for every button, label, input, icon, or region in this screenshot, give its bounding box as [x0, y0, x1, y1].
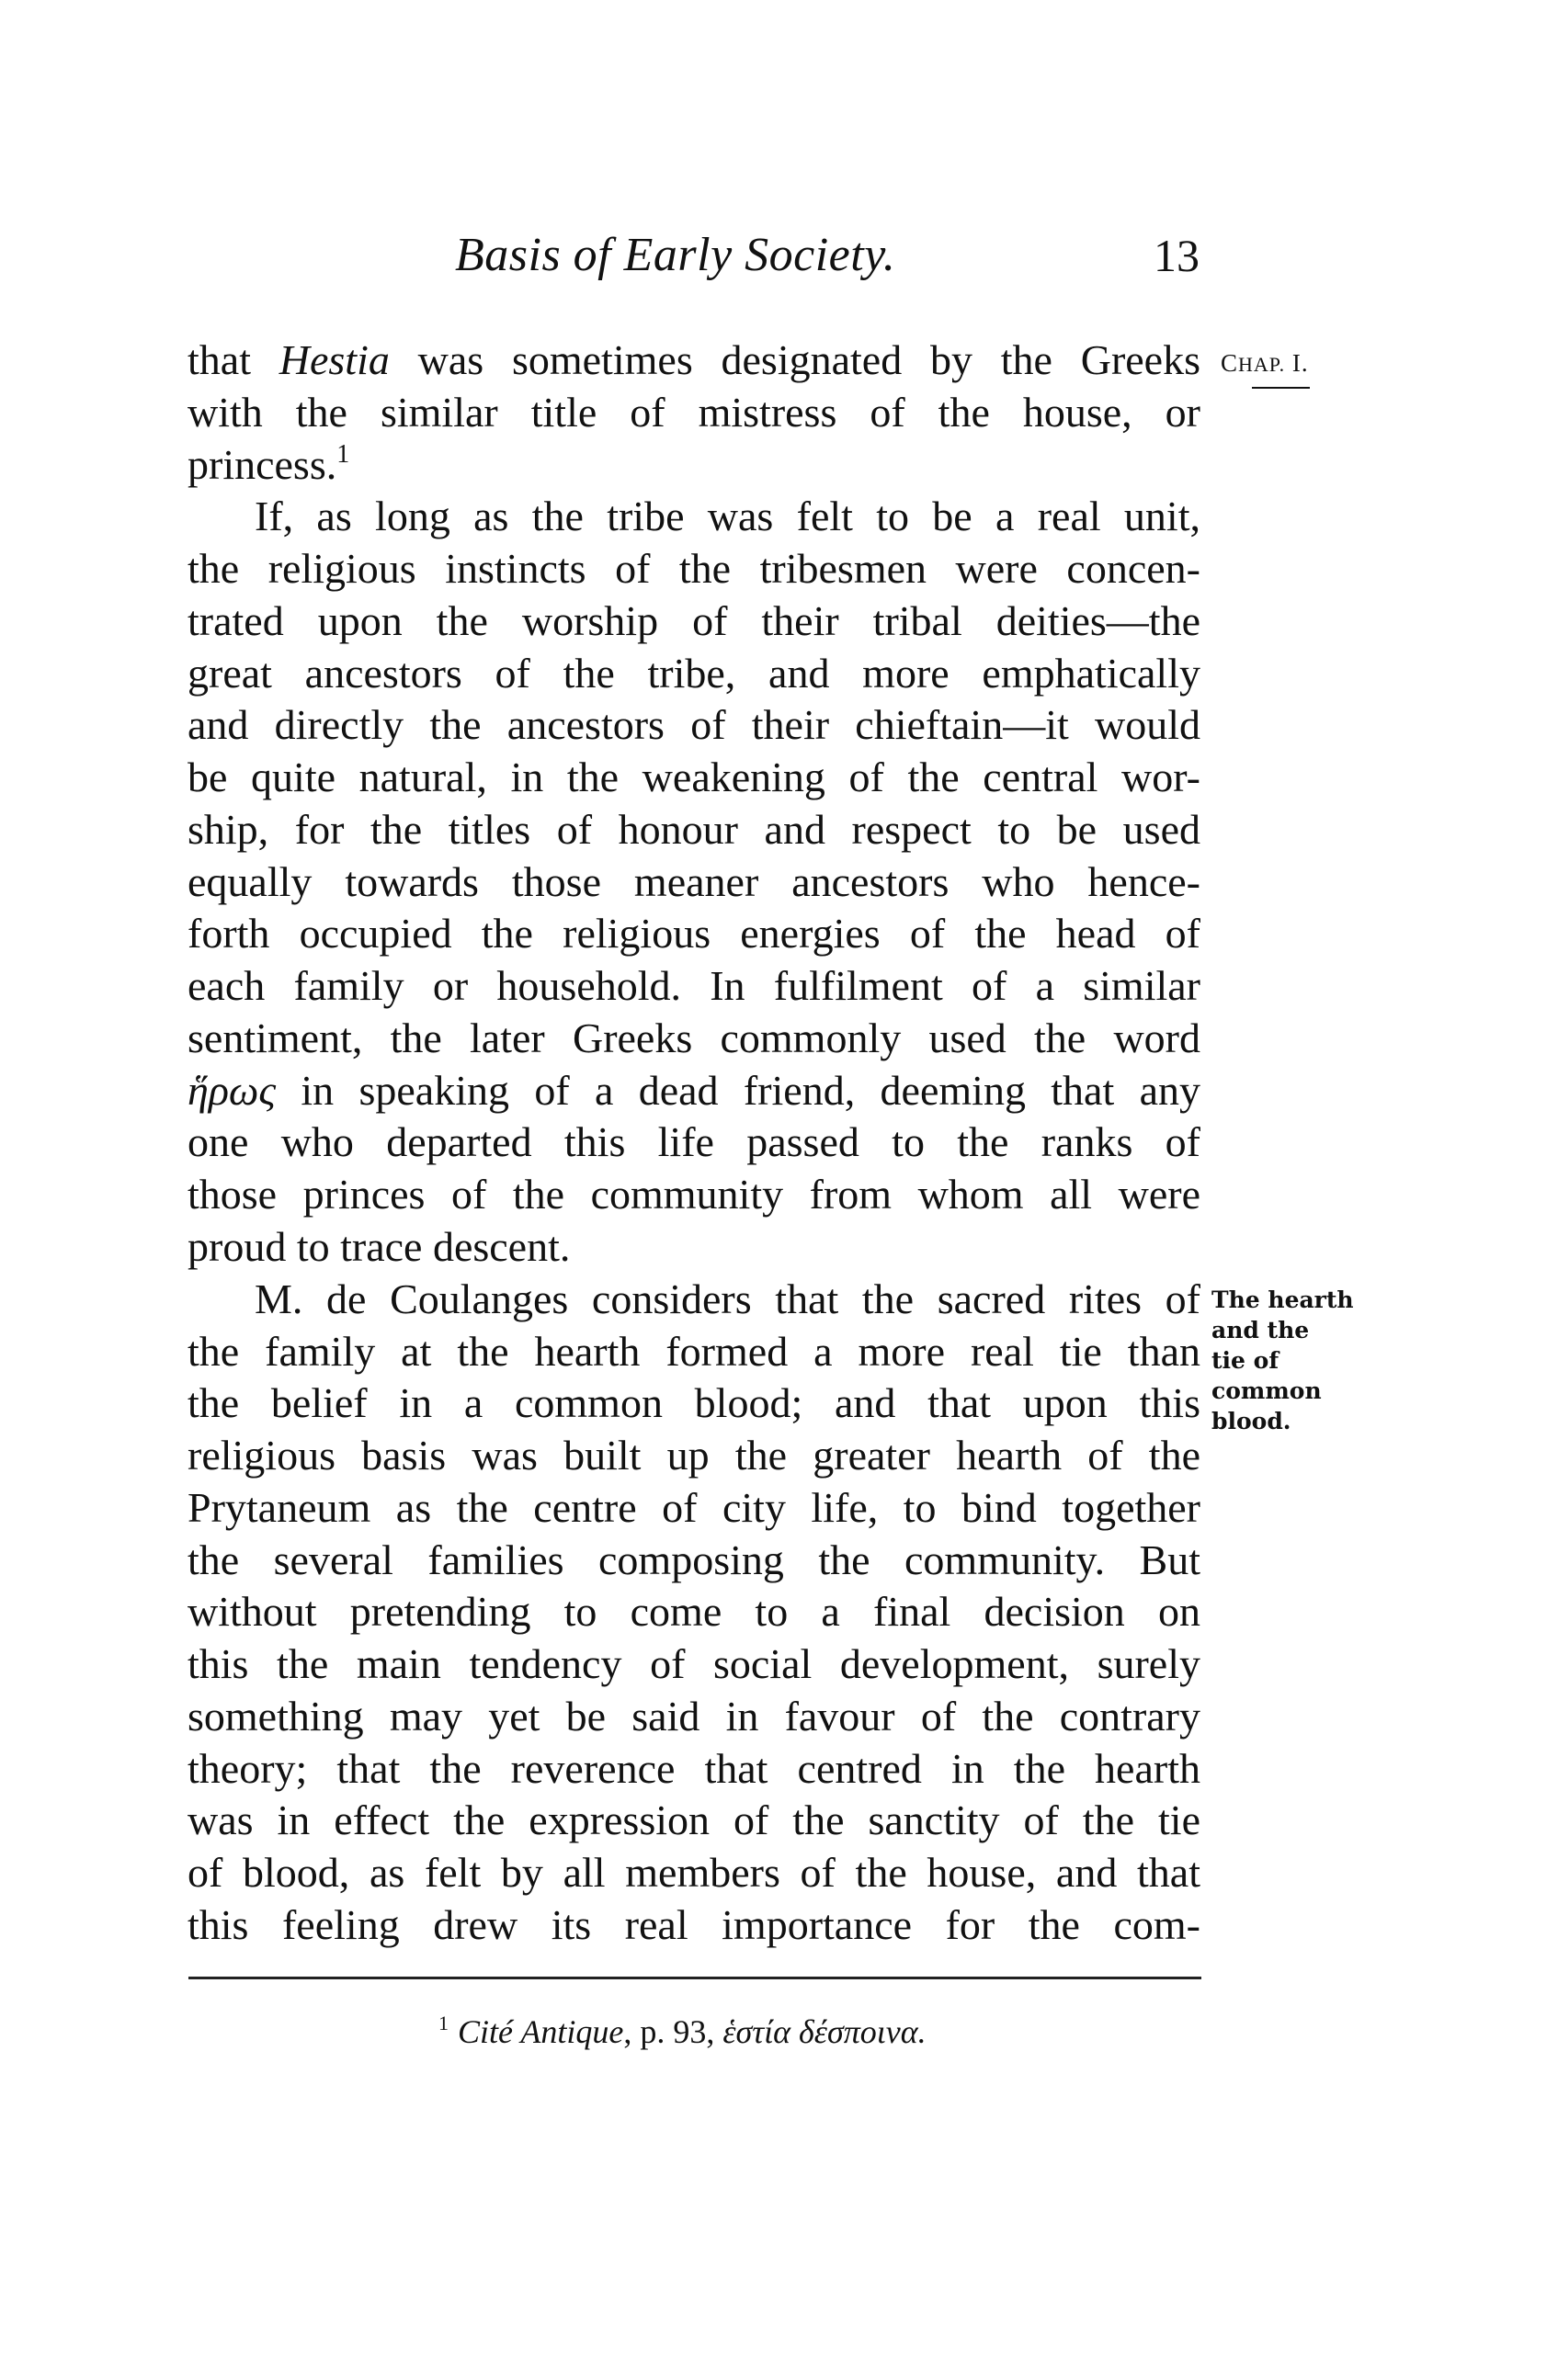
text-line — [188, 1169, 1200, 1221]
text-line — [188, 1482, 1200, 1535]
footnote-marker: 1 — [438, 2012, 449, 2034]
text-run: this feeling drew its real importance for the com- — [188, 1900, 1200, 1948]
footnote-rule — [188, 1977, 1201, 1979]
text-line-content — [188, 1743, 1200, 1796]
footnote — [438, 2003, 927, 2052]
text-line — [188, 1795, 1200, 1847]
text-run: M. de Coulanges considers that the sacred rites of — [255, 1275, 1200, 1322]
text-run: was in effect the expression of the sanctity of the tie — [188, 1796, 1200, 1844]
text-run: proud to trace descent. — [188, 1223, 571, 1271]
text-line-content — [188, 595, 1200, 648]
text-run: religious basis was built up the greater hearth of the — [188, 1432, 1200, 1479]
text-line — [188, 1430, 1200, 1482]
text-run: something may yet be said in favour of the contrary — [188, 1692, 1200, 1740]
text-line-content — [255, 491, 1200, 543]
text-line — [188, 1691, 1200, 1743]
text-line — [188, 1847, 1200, 1899]
text-line-content — [188, 1847, 1200, 1899]
text-line-content — [188, 752, 1200, 804]
italic-term: ἥρως — [188, 1066, 277, 1114]
footnote-greek: ἑστία δέσποινα. — [722, 2013, 927, 2050]
text-run: sentiment, the later Greeks commonly used the word — [188, 1014, 1200, 1061]
text-run: theory; that the reverence that centred in the hearth — [188, 1744, 1200, 1792]
text-line-content — [188, 648, 1200, 700]
text-line-content — [188, 1065, 1200, 1117]
italic-term: Hestia — [279, 336, 390, 383]
text-line — [188, 1586, 1200, 1638]
text-line — [188, 699, 1200, 752]
text-line-content — [188, 1169, 1200, 1221]
text-run: this the main tendency of social development, surely — [188, 1640, 1200, 1688]
text-line-content — [188, 1691, 1200, 1743]
text-run: If, as long as the tribe was felt to be a real unit, — [255, 493, 1200, 540]
text-line — [188, 1326, 1200, 1378]
text-line — [188, 1743, 1200, 1796]
hearth-margin-note — [1211, 1285, 1354, 1436]
text-line — [188, 1013, 1200, 1065]
text-run: and directly the ancestors of their chieftain—it would — [188, 701, 1200, 749]
text-run: the belief in a common blood; and that upon this — [188, 1379, 1200, 1427]
text-run: trated upon the worship of their tribal deities—the — [188, 596, 1200, 644]
text-line-content — [188, 439, 1200, 492]
text-line-content — [188, 543, 1200, 595]
text-line-content — [188, 804, 1200, 856]
text-line — [188, 1065, 1200, 1117]
text-run: of blood, as felt by all members of the house, and that — [188, 1849, 1200, 1897]
text-run: was sometimes designated by the Greeks — [389, 336, 1201, 383]
text-line — [188, 334, 1200, 387]
running-head — [0, 228, 1558, 283]
text-run: be quite natural, in the weakening of the central wor- — [188, 754, 1200, 801]
text-run: one who departed this life passed to the ranks of — [188, 1118, 1200, 1166]
chapter-note-rule — [1252, 387, 1310, 389]
text-run: ship, for the titles of honour and respect to be used — [188, 805, 1200, 853]
text-line-content — [188, 1013, 1200, 1065]
text-line — [188, 491, 1200, 543]
text-run: without pretending to come to a final decision on — [188, 1588, 1200, 1636]
text-line-content — [188, 1795, 1200, 1847]
text-line-content — [188, 699, 1200, 752]
text-run: princess. — [188, 440, 337, 488]
text-line — [188, 752, 1200, 804]
text-line-content — [188, 960, 1200, 1013]
text-line — [188, 960, 1200, 1013]
text-line-content — [188, 1899, 1200, 1952]
text-line — [188, 1377, 1200, 1430]
text-line — [188, 1274, 1200, 1326]
text-line-content — [188, 1326, 1200, 1378]
text-line-content — [188, 908, 1200, 960]
footnote-work-title: Cité Antique — [458, 2013, 624, 2050]
margin-note-line: The hearth — [1211, 1286, 1354, 1313]
text-line-content — [188, 1221, 1200, 1274]
text-run: with the similar title of mistress of the house, or — [188, 388, 1200, 436]
text-line-content — [188, 1116, 1200, 1169]
text-line-content — [188, 387, 1200, 439]
text-run: equally towards those meaner ancestors who hence- — [188, 857, 1200, 905]
text-line — [188, 1221, 1200, 1274]
chapter-numeral: I. — [1285, 349, 1309, 377]
text-line-content — [188, 334, 1200, 387]
text-line — [188, 595, 1200, 648]
footnote-locator: , p. 93, — [623, 2013, 723, 2050]
chapter-margin-note — [1221, 347, 1309, 380]
text-line — [188, 1116, 1200, 1169]
text-line — [188, 1638, 1200, 1691]
page-number: 13 — [1154, 230, 1200, 281]
text-line — [188, 856, 1200, 909]
footnote-reference: 1 — [336, 439, 350, 469]
text-line — [188, 1535, 1200, 1587]
chapter-abbrev: HAP. — [1238, 353, 1286, 376]
text-run: in speaking of a dead friend, deeming that any — [276, 1066, 1200, 1114]
text-line-content — [188, 856, 1200, 909]
text-line-content — [188, 1430, 1200, 1482]
text-run: the religious instincts of the tribesmen were concen- — [188, 545, 1200, 593]
text-run: great ancestors of the tribe, and more emphatically — [188, 649, 1200, 697]
text-line-content — [188, 1586, 1200, 1638]
margin-note-line: blood. — [1211, 1408, 1291, 1434]
text-run: that — [188, 336, 279, 383]
running-title: Basis of Early Society. — [455, 229, 896, 281]
margin-note-line: tie of — [1211, 1347, 1279, 1374]
text-line — [188, 543, 1200, 595]
text-run: those princes of the community from whom all were — [188, 1171, 1200, 1218]
text-line — [188, 1899, 1200, 1952]
text-run: each family or household. In fulfilment of a similar — [188, 962, 1200, 1010]
text-run: the family at the hearth formed a more real tie than — [188, 1327, 1200, 1375]
text-run: the several families composing the community. But — [188, 1536, 1200, 1583]
body-text — [188, 334, 1200, 1952]
text-line — [188, 804, 1200, 856]
text-line — [188, 908, 1200, 960]
text-line — [188, 387, 1200, 439]
chapter-prefix: C — [1221, 349, 1239, 377]
text-run: forth occupied the religious energies of the head of — [188, 910, 1200, 958]
text-line-content — [188, 1377, 1200, 1430]
text-line-content — [188, 1482, 1200, 1535]
text-line — [188, 439, 1200, 492]
margin-note-line: and the — [1211, 1317, 1310, 1343]
text-line-content — [188, 1535, 1200, 1587]
text-run: Prytaneum as the centre of city life, to bind together — [188, 1483, 1200, 1531]
text-line-content — [188, 1638, 1200, 1691]
text-line-content — [255, 1274, 1200, 1326]
text-line — [188, 648, 1200, 700]
margin-note-line: common — [1211, 1377, 1322, 1404]
